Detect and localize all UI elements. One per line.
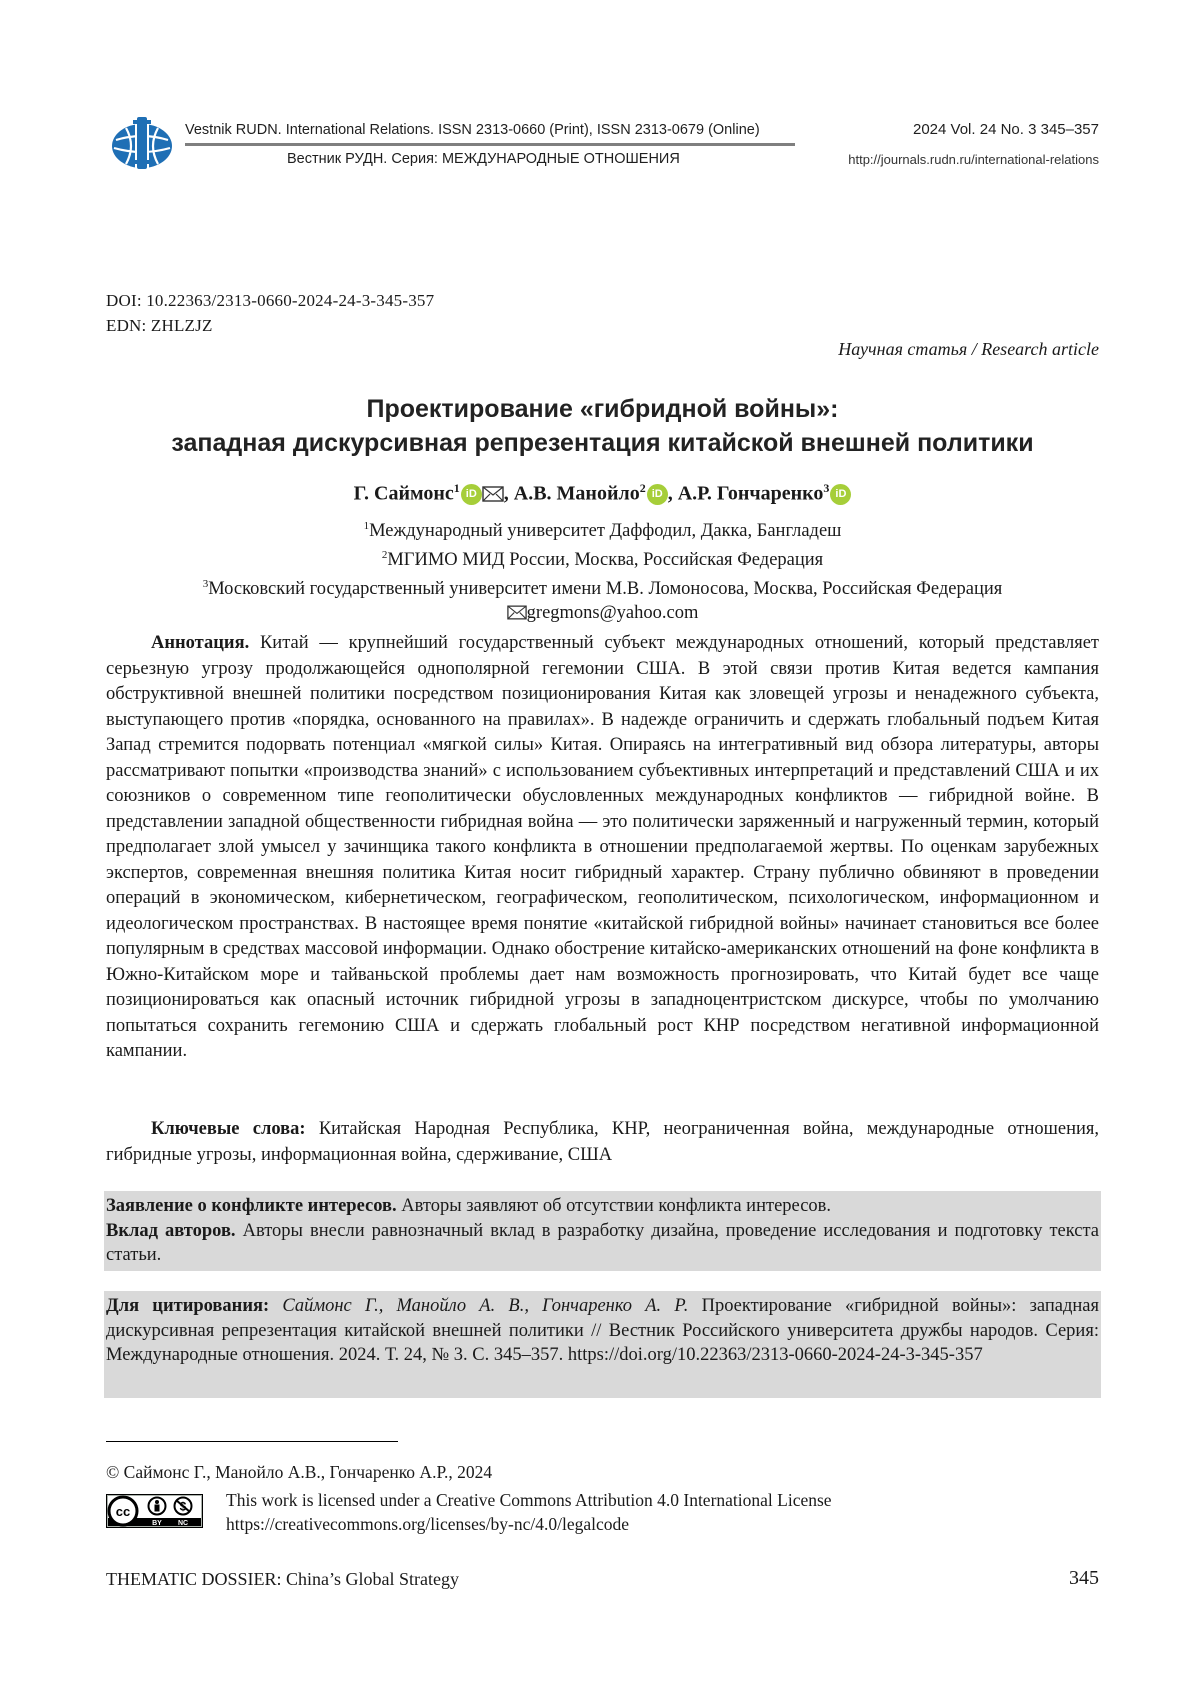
orcid-icon[interactable]: iD — [830, 484, 851, 505]
by-mark: BY — [152, 1520, 162, 1527]
rudn-globe-logo-icon — [106, 112, 178, 174]
abstract-label: Аннотация. — [151, 633, 249, 653]
affiliation-item: 2МГИМО МИД России, Москва, Российская Федерация — [106, 543, 1099, 572]
citation-authors: Саймонс Г., Манойло А. В., Гончаренко А. Р. — [282, 1296, 688, 1316]
orcid-icon[interactable]: iD — [647, 484, 668, 505]
license-text: This work is licensed under a Creative Commons Attribution 4.0 International License — [226, 1490, 832, 1511]
edn-line: EDN: ZHLZJZ — [106, 316, 213, 336]
author-list: Г. Саймонс1 iD , А.В. Манойло2 iD , А.Р. Гончаренко3 iD — [106, 481, 1099, 506]
email-envelope-icon[interactable] — [482, 486, 504, 502]
email-link[interactable]: gregmons@yahoo.com — [527, 603, 699, 623]
keywords-text: Китайская Народная Республика, КНР, неограниченная война, международные отношения, гибридные угрозы, информационная война, сдерживание, США — [106, 1119, 1099, 1165]
article-type: Научная статья / Research article — [838, 339, 1099, 360]
citation-box — [104, 1291, 1101, 1398]
copyright-line: © Саймонс Г., Манойло А.В., Гончаренко А.Р., 2024 — [106, 1462, 492, 1483]
header-divider — [185, 143, 795, 146]
author-affiliation-marker: 2 — [640, 481, 646, 495]
citation-doi-link[interactable]: https://doi.org/10.22363/2313-0660-2024-24-3-345-357 — [568, 1345, 983, 1365]
journal-url-link[interactable]: http://journals.rudn.ru/international-relations — [848, 152, 1099, 167]
affiliation-item: 1Международный университет Даффодил, Дакка, Бангладеш — [106, 514, 1099, 543]
author-name: А.Р. Гончаренко — [678, 483, 824, 505]
citation-label: Для цитирования: — [106, 1296, 269, 1316]
declarations-box — [104, 1191, 1101, 1271]
affiliation-list — [106, 514, 1099, 625]
journal-title-en: Vestnik RUDN. International Relations. ISSN 2313-0660 (Print), ISSN 2313-0679 (Online) — [185, 122, 760, 138]
journal-title-ru: Вестник РУДН. Серия: МЕЖДУНАРОДНЫЕ ОТНОШЕНИЯ — [287, 151, 680, 167]
keywords-label: Ключевые слова: — [151, 1119, 306, 1139]
keywords — [106, 1117, 1099, 1168]
abstract-text: Китай — крупнейший государственный субъект международных отношений, который представляет серьезную угрозу продолжающейся однополярной гегемонии США. В этой связи против Китая ведется кампания обструктивной внешней политики посредством позиционирования Китая как зловещей угрозы и ненадежного субъекта, выступающего против «порядка, основанного на правилах». В надежде ограничить и сдержать глобальный подъем Китая Запад стремится подорвать потенциал «мягкой силы» Китая. Опираясь на интегративный вид обзора литературы, авторы рассматривают попытки «производства знаний» с использованием субъективных интерпретаций и представлений США и их союзников о современном типе геополитически обусловленных международных конфликтов — гибридной войне. В представлении западной общественности гибридная война — это политически заряженный и нагруженный термин, который предполагает злой умысел у зачинщика такого конфликта в отношении предполагаемой жертвы. По оценкам зарубежных экспертов, современная внешняя политика Китая носит гибридный характер. Страну публично обвиняют в проведении операций в экономическом, кибернетическом, географическом, геополитическом, психологическом, информационном и идеологическом пространствах. В настоящее время понятие «китайской гибридной войны» начинает становиться все более популярным в средствах массовой информации. Однако обострение китайско-американских отношений на фоне конфликта в Южно-Китайском море и тайваньской проблемы дает нам возможность прогнозировать, что Китай будет все чаще позиционироваться как опасный источник гибридной угрозы в западноцентристском дискурсе, чтобы по умолчанию попытаться сохранить гегемонию США и сдержать глобальный рост КНР посредством негативной информационной кампании. — [106, 633, 1099, 1061]
article-title — [106, 392, 1099, 460]
affiliation-item: 3Московский государственный университет имени М.В. Ломоносова, Москва, Российская Федерация — [106, 572, 1099, 601]
author-affiliation-marker: 3 — [823, 481, 829, 495]
abstract — [106, 631, 1099, 1065]
author-contribution: Вклад авторов. Авторы внесли равнозначный вклад в разработку дизайна, проведение исследования и подготовку текста статьи. — [106, 1219, 1099, 1268]
orcid-icon[interactable]: iD — [461, 484, 482, 505]
citation-text: Проектирование «гибридной войны»: западная дискурсивная репрезентация китайской внешней политики // Вестник Российского университета дружбы народов. Серия: Международные отношения. 2024. Т. 24, № 3. С. 345–357. — [106, 1296, 1099, 1365]
page-number: 345 — [1069, 1567, 1099, 1590]
cc-by-nc-license-icon[interactable] — [106, 1494, 203, 1528]
doi-line: DOI: 10.22363/2313-0660-2024-24-3-345-357 — [106, 291, 434, 311]
corresponding-email — [106, 601, 1099, 625]
conflict-of-interest: Заявление о конфликте интересов. Авторы заявляют об отсутствии конфликта интересов. — [106, 1194, 1099, 1219]
article-title-line-1: Проектирование «гибридной войны»: — [106, 392, 1099, 426]
author-name: Г. Саймонс — [354, 483, 454, 505]
article-title-line-2: западная дискурсивная репрезентация китайской внешней политики — [106, 426, 1099, 460]
running-footer: THEMATIC DOSSIER: China’s Global Strategy — [106, 1569, 459, 1590]
license-url-link[interactable]: https://creativecommons.org/licenses/by-nc/4.0/legalcode — [226, 1514, 629, 1535]
nc-mark: NC — [178, 1520, 188, 1527]
footnote-divider — [106, 1441, 398, 1442]
cc-mark: cc — [116, 1504, 130, 1519]
email-envelope-icon — [507, 605, 527, 620]
author-name: А.В. Манойло — [514, 483, 640, 505]
issue-info: 2024 Vol. 24 No. 3 345–357 — [913, 121, 1099, 138]
author-affiliation-marker: 1 — [454, 481, 460, 495]
